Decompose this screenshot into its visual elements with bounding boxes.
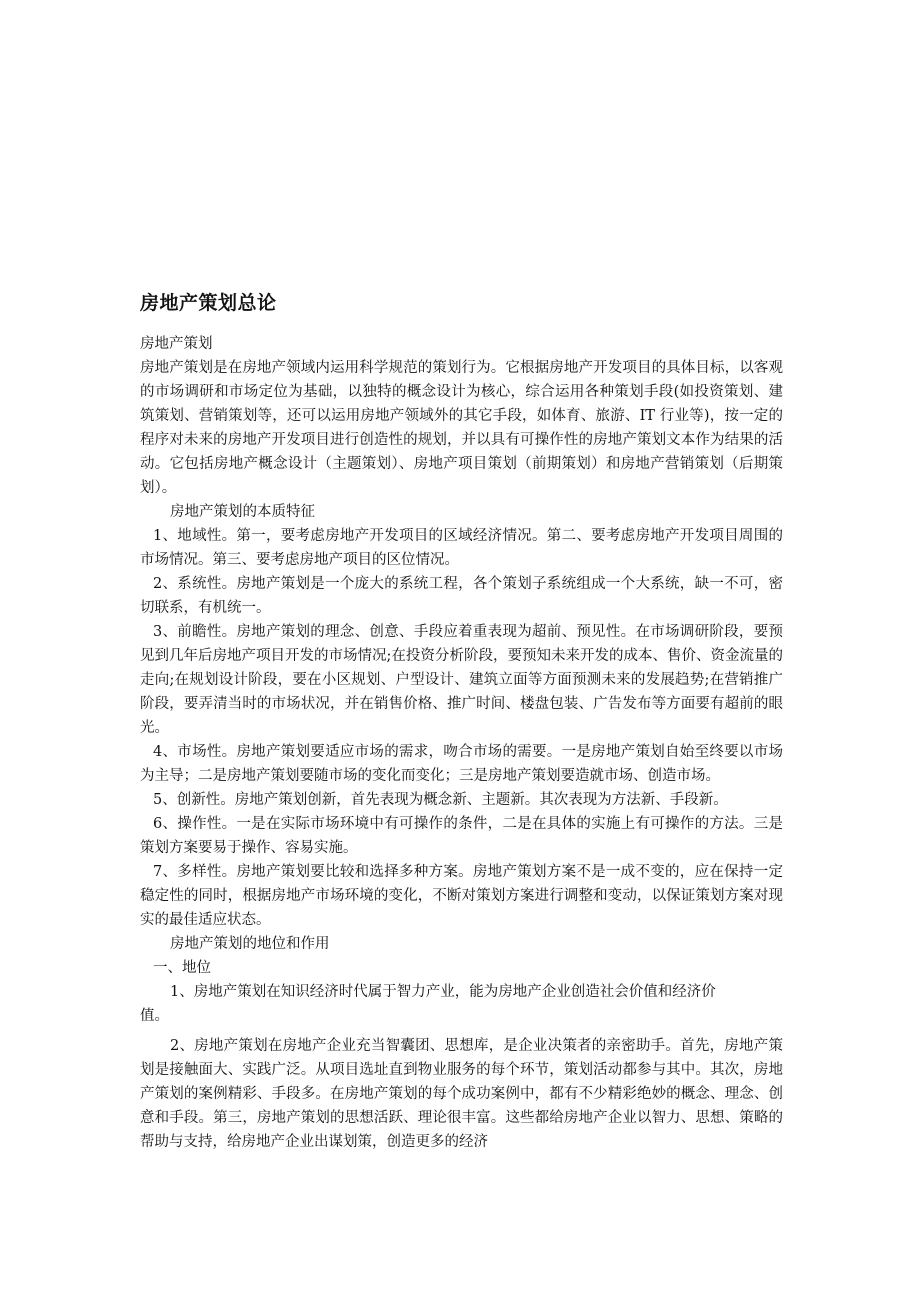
subtitle: 房地产策划 <box>140 336 213 352</box>
feature-item: 3、前瞻性。房地产策划的理念、创意、手段应着重表现为超前、预见性。在市场调研阶段，要预见到几年后房地产项目开发的市场情况;在投资分析阶段，要预知未来开发的成本、售价、资金流量的走向;在规划设计阶段，要在小区规划、户型设计、建筑立面等方面预测未来的发展趋势;在营销推广阶段，要弄清当时的市场状况，并在销售价格、推广时间、楼盘包装、广告发布等方面要有超前的眼光。 <box>140 624 783 736</box>
document-title: 房地产策划总论 <box>140 292 277 314</box>
feature-item: 7、多样性。房地产策划要比较和选择多种方案。房地产策划方案不是一成不变的，应在保持一定稳定性的同时，根据房地产市场环境的变化，不断对策划方案进行调整和变动，以保证策划方案对现实的最佳适应状态。 <box>140 864 783 928</box>
feature-item: 4、市场性。房地产策划要适应市场的需求，吻合市场的需要。一是房地产策划自始至终要以市场为主导；二是房地产策划要随市场的变化而变化；三是房地产策划要造就市场、创造市场。 <box>140 744 783 784</box>
role-item-1-first-line: 1、房地产策划在知识经济时代属于智力产业，能为房地产企业创造社会价值和经济价 <box>170 984 716 1000</box>
feature-item: 6、操作性。一是在实际市场环境中有可操作的条件，二是在具体的实施上有可操作的方法。三是策划方案要易于操作、容易实施。 <box>140 816 783 856</box>
feature-item: 5、创新性。房地产策划创新，首先表现为概念新、主题新。其次表现为方法新、手段新。 <box>153 792 728 808</box>
feature-item: 2、系统性。房地产策划是一个庞大的系统工程，各个策划子系统组成一个大系统，缺一不可，密切联系，有机统一。 <box>140 576 783 616</box>
section-heading-features: 房地产策划的本质特征 <box>170 504 315 520</box>
document-page <box>140 288 783 1154</box>
feature-item: 1、地域性。第一，要考虑房地产开发项目的区域经济情况。第二、要考虑房地产开发项目周围的市场情况。第三、要考虑房地产项目的区位情况。 <box>140 528 783 568</box>
intro-paragraph: 房地产策划是在房地产领域内运用科学规范的策划行为。它根据房地产开发项目的具体目标，以客观的市场调研和市场定位为基础，以独特的概念设计为核心，综合运用各种策划手段(如投资策划、建筑策划、营销策划等，还可以运用房地产领域外的其它手段，如体育、旅游、IT 行业等)，按一定的程序对未来的房地产开发项目进行创造性的规划，并以具有可操作性的房地产策划文本作为结果的活动。它包括房地产概念设计（主题策划）、房地产项目策划（前期策划）和房地产营销策划（后期策划）。 <box>140 360 783 496</box>
role-item-2: 2、房地产策划在房地产企业充当智囊团、思想库，是企业决策者的亲密助手。首先，房地产策划是接触面大、实践广泛。从项目选址直到物业服务的每个环节，策划活动都参与其中。其次，房地产策划的案例精彩、手段多。在房地产策划的每个成功案例中，都有不少精彩绝妙的概念、理念、创意和手段。第三，房地产策划的思想活跃、理论很丰富。这些都给房地产企业以智力、思想、策略的帮助与支持，给房地产企业出谋划策，创造更多的经济 <box>140 1038 783 1150</box>
section-heading-role: 房地产策划的地位和作用 <box>170 936 330 952</box>
sub-heading-position: 一、地位 <box>153 960 211 976</box>
role-item-1-rest: 值。 <box>140 1008 169 1024</box>
role-item-1 <box>140 980 783 1028</box>
